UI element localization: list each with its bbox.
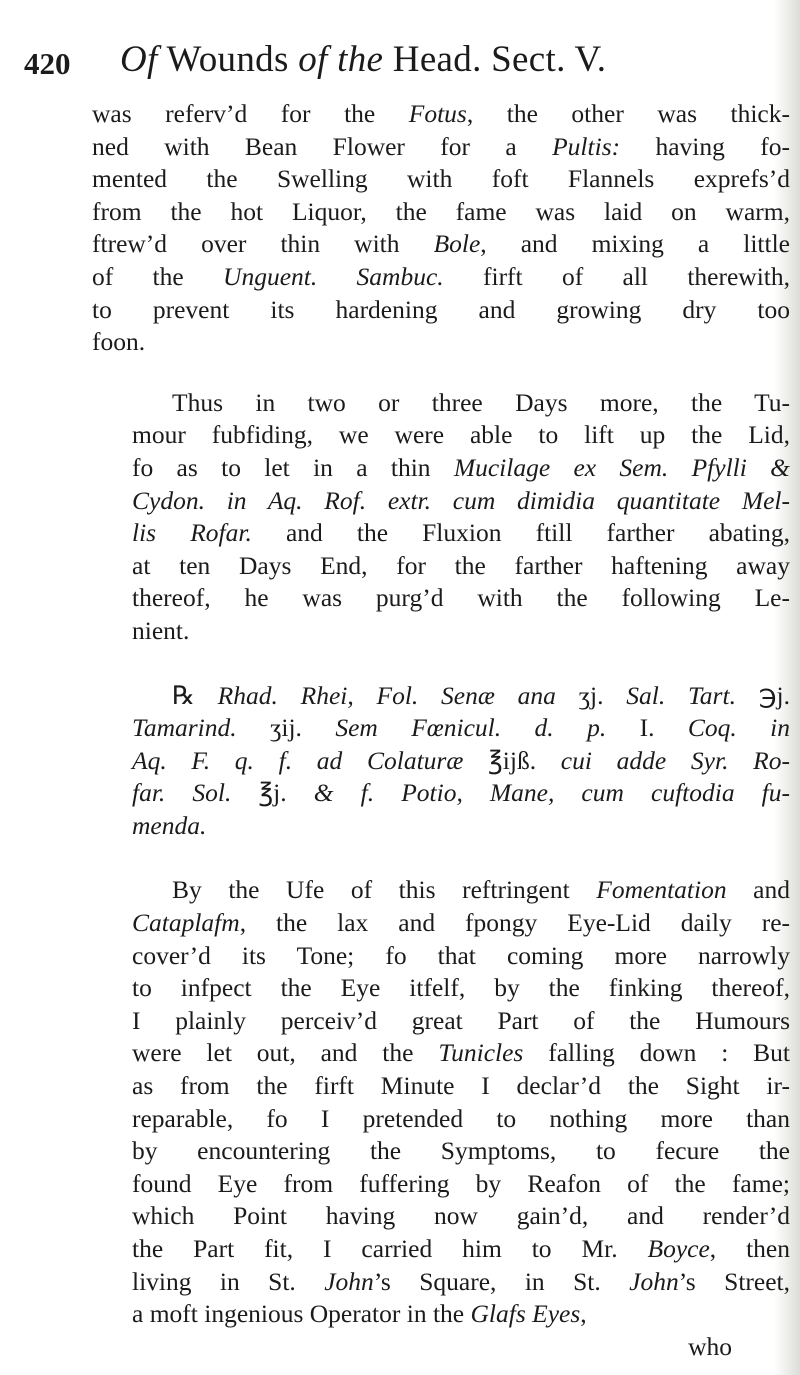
text-run: foon. xyxy=(92,327,146,357)
text-run: ʒij. xyxy=(236,713,336,743)
text-line xyxy=(92,582,790,615)
text-run: to infpect the Eye itfelf, by the finking thereof, xyxy=(132,973,790,1003)
italic-run: Bole xyxy=(433,229,481,259)
text-run: thereof, he was purg’d with the following Le- xyxy=(132,583,790,613)
text-line xyxy=(92,452,790,485)
text-line xyxy=(92,550,790,583)
paragraph-p3 xyxy=(92,680,790,843)
catchword: who xyxy=(688,1331,732,1361)
text-run: by encountering the Symptoms, to fecure the xyxy=(132,1136,790,1166)
italic-run: far. Sol. xyxy=(132,778,232,808)
running-head xyxy=(120,38,606,81)
text-run: which Point having now gain’d, and render’d xyxy=(132,1201,790,1231)
running-head-of: Of xyxy=(120,39,158,80)
text-run: cover’d its Tone; fo that coming more narrowly xyxy=(132,940,790,970)
text-run: falling down : But xyxy=(523,1038,790,1068)
text-run: fo as to let in a thin xyxy=(132,452,454,482)
italic-run: Boyce xyxy=(647,1234,710,1263)
body-text xyxy=(92,98,790,1363)
text-line xyxy=(92,163,790,196)
text-run: , xyxy=(580,1299,587,1329)
italic-run: Glafs Eyes xyxy=(470,1299,581,1329)
italic-run: Tunicles xyxy=(438,1038,524,1068)
text-line xyxy=(92,1037,790,1070)
text-run: having fo- xyxy=(620,131,790,161)
text-run: from the hot Liquor, the fame was laid on warm, xyxy=(92,196,790,226)
text-run: ftrew’d over thin with xyxy=(92,229,434,259)
paragraph-p4 xyxy=(92,874,790,1330)
text-run: By the Ufe of this reftringent xyxy=(172,875,597,905)
italic-run: Fomentation xyxy=(596,875,727,905)
text-line xyxy=(92,1298,790,1331)
text-line xyxy=(92,712,790,745)
paragraph-p1 xyxy=(92,98,790,359)
paragraph-p2 xyxy=(92,387,790,648)
text-run: , and mixing a little xyxy=(480,229,790,259)
italic-run: Sem Fœnicul. d. p. xyxy=(335,713,607,743)
text-run: found Eye from fuffering by Reafon of the fame; xyxy=(132,1168,790,1198)
text-line xyxy=(92,1070,790,1103)
text-run: of the xyxy=(92,261,224,291)
text-run: , then xyxy=(709,1234,790,1263)
text-line xyxy=(92,387,790,420)
text-run: mented the Swelling with foft Flannels exprefs’d xyxy=(92,164,790,194)
text-line xyxy=(92,1168,790,1201)
text-line xyxy=(92,196,790,229)
paragraph-gap xyxy=(92,842,790,874)
italic-run: Cydon. in Aq. Rof. extr. cum dimidia quantitate Mel- xyxy=(132,485,790,515)
text-line xyxy=(92,326,790,359)
text-run: living in St. xyxy=(132,1266,325,1296)
text-line xyxy=(92,517,790,550)
text-run: , the lax and fpongy Eye-Lid daily re- xyxy=(239,908,790,938)
text-run: firft of all therewith, xyxy=(443,261,790,291)
text-run: ’s Street, xyxy=(678,1266,790,1296)
italic-run: menda. xyxy=(132,810,207,840)
text-line xyxy=(92,874,790,907)
italic-run: John xyxy=(324,1266,374,1296)
paragraph-gap xyxy=(92,359,790,387)
text-run: and the Fluxion ftill farther abating, xyxy=(251,518,791,548)
text-run: a moft ingenious Operator in the xyxy=(132,1299,471,1329)
text-line xyxy=(92,907,790,940)
italic-run: Mucilage ex Sem. Pfylli & xyxy=(453,452,790,482)
running-head-of-the: of the xyxy=(298,39,384,80)
text-run: as from the firft Minute I declar’d the Sight ir- xyxy=(132,1071,790,1101)
running-head-wounds: Wounds xyxy=(157,39,299,80)
text-line xyxy=(92,261,790,294)
text-run: ℥ijß. xyxy=(463,745,561,775)
italic-run: Coq. in xyxy=(687,713,790,743)
text-line xyxy=(92,972,790,1005)
text-run: the Part fit, I carried him to Mr. xyxy=(132,1234,648,1263)
text-line xyxy=(92,228,790,261)
text-run: ned with Bean Flower for a xyxy=(92,131,553,161)
text-run: was referv’d for the xyxy=(92,99,409,128)
page-header xyxy=(24,38,764,98)
text-line xyxy=(92,810,790,843)
italic-run: John xyxy=(629,1266,679,1296)
italic-run: Sal. Tart. xyxy=(626,680,736,710)
text-line xyxy=(92,1266,790,1299)
text-line xyxy=(92,1005,790,1038)
running-head-section: Head. Sect. V. xyxy=(383,39,607,80)
text-run: ℈j. xyxy=(735,680,790,710)
text-run: to prevent its hardening and growing dry too xyxy=(92,294,790,324)
text-line xyxy=(92,745,790,778)
italic-run: Pultis: xyxy=(552,131,621,161)
italic-run: & f. Potio, Mane, cum cuftodia fu- xyxy=(313,778,790,808)
text-run: and xyxy=(726,875,790,905)
text-run: mour fubfiding, we were able to lift up the Lid, xyxy=(132,420,790,450)
italic-run: cui adde Syr. Ro- xyxy=(560,745,790,775)
text-run: I plainly perceiv’d great Part of the Humours xyxy=(132,1005,790,1035)
text-run: I. xyxy=(606,713,688,743)
text-line xyxy=(92,98,790,131)
paragraph-gap xyxy=(92,648,790,680)
text-run: ℥j. xyxy=(231,778,314,808)
text-run: ʒj. xyxy=(555,680,627,710)
text-line xyxy=(92,1135,790,1168)
text-line xyxy=(92,940,790,973)
text-line xyxy=(92,1233,790,1266)
italic-run: Fotus xyxy=(408,99,467,128)
text-line xyxy=(92,680,790,713)
text-line xyxy=(92,615,790,648)
text-line xyxy=(92,1200,790,1233)
text-run: were let out, and the xyxy=(132,1038,439,1068)
text-line xyxy=(92,777,790,810)
italic-run: Aq. F. q. f. ad Colaturæ xyxy=(132,745,464,775)
italic-run: Tamarind. xyxy=(132,713,237,743)
text-run: nient. xyxy=(132,615,190,645)
text-run: , the other was thick- xyxy=(466,99,790,128)
text-run: ’s Square, in St. xyxy=(373,1266,630,1296)
text-line xyxy=(92,294,790,327)
text-line xyxy=(92,1103,790,1136)
text-run: at ten Days End, for the farther haftening away xyxy=(132,550,790,580)
italic-run: Rhad. Rhei, Fol. Senæ ana xyxy=(217,680,556,710)
text-line xyxy=(92,485,790,518)
text-run: reparable, fo I pretended to nothing more than xyxy=(132,1103,790,1133)
text-line xyxy=(92,131,790,164)
italic-run: Cataplafm xyxy=(132,908,240,938)
page-number: 420 xyxy=(24,46,71,81)
italic-run: lis Rofar. xyxy=(132,518,252,548)
text-run: Thus in two or three Days more, the Tu- xyxy=(172,387,790,417)
italic-run: Unguent. Sambuc. xyxy=(223,261,444,291)
text-line xyxy=(92,419,790,452)
text-run: ℞ xyxy=(172,680,218,710)
